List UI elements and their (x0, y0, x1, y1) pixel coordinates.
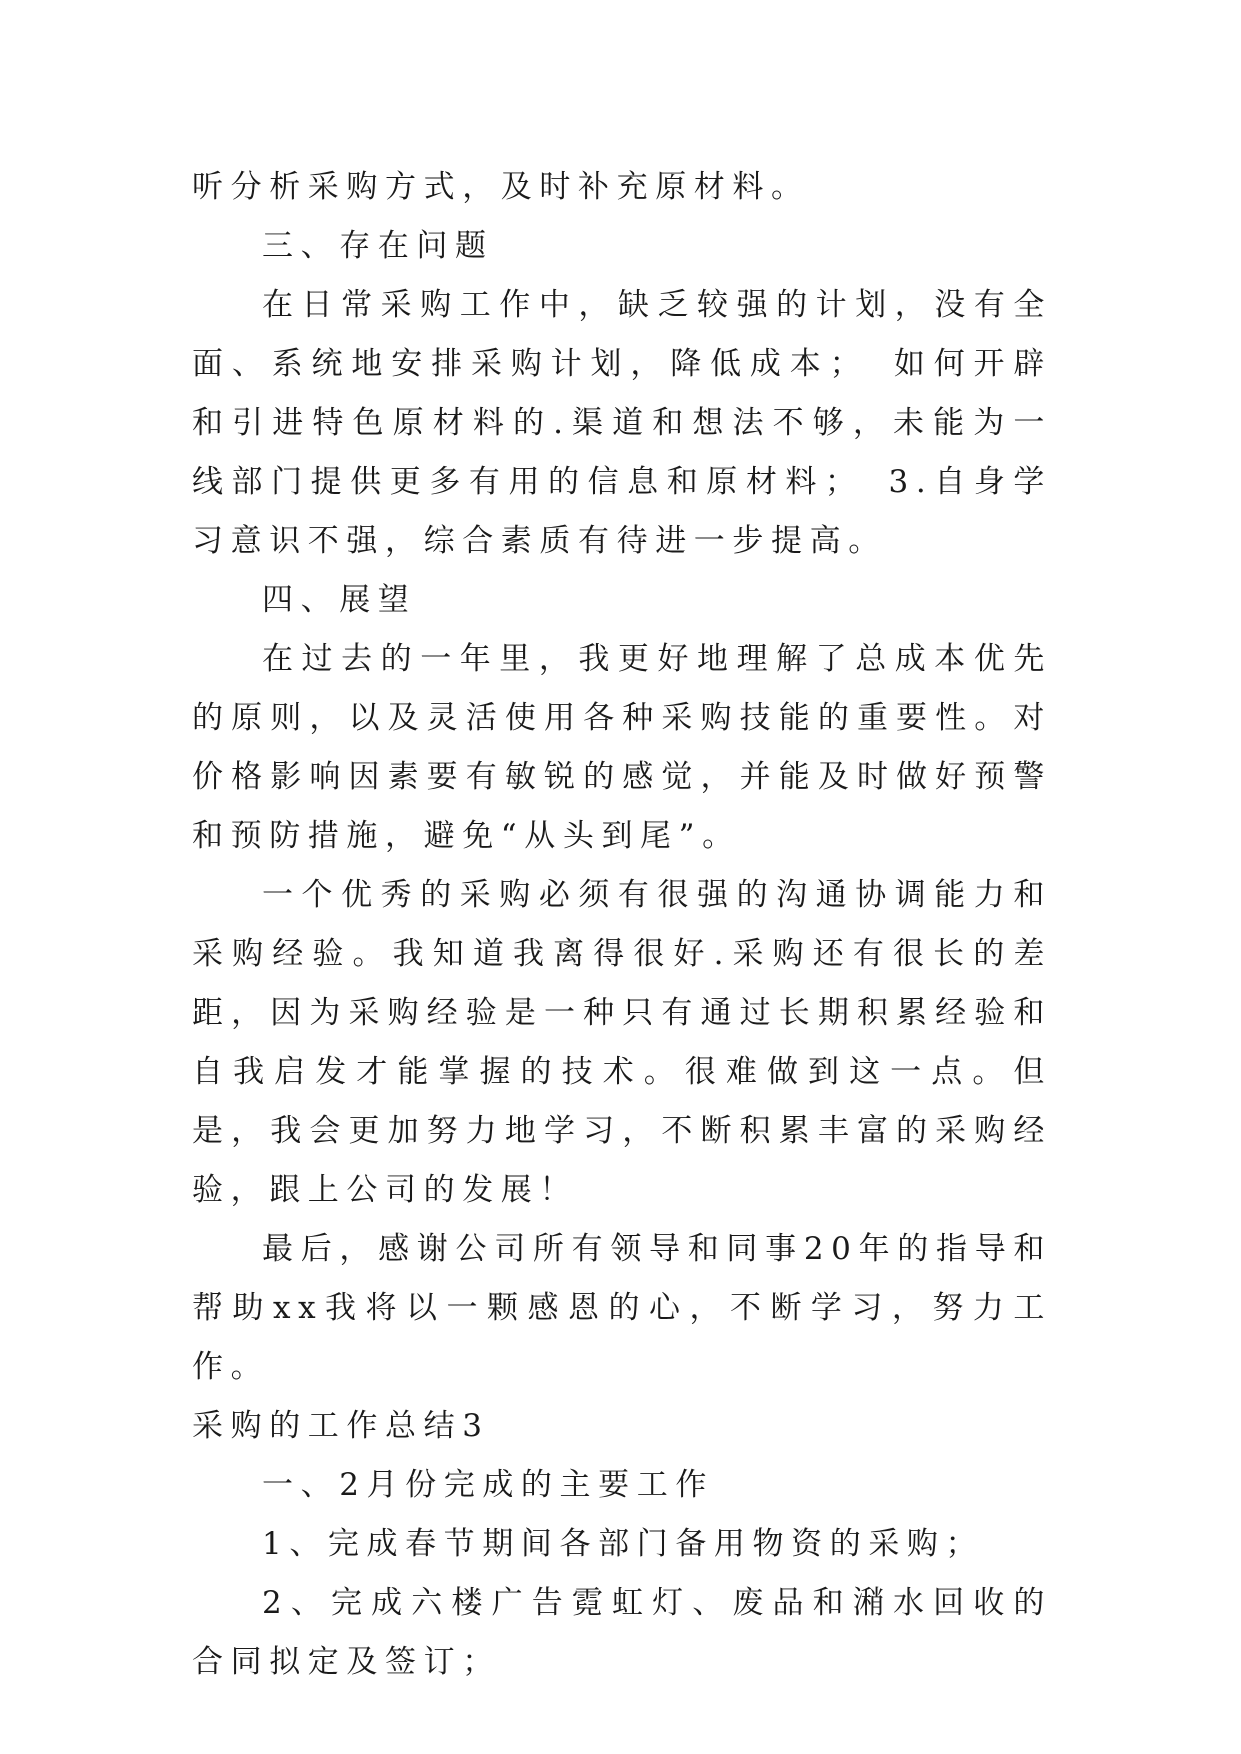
paragraph-outlook-1: 在过去的一年里，我更好地理解了总成本优先的原则，以及灵活使用各种采购技能的重要性。对价格影响因素要有敏锐的感觉，并能及时做好预警和预防措施，避免“从头到尾”。 (192, 641, 1052, 854)
section-heading-outlook: 四、展望 (262, 582, 417, 618)
document-page (192, 158, 1052, 1692)
list-item-2: 2、完成六楼广告霓虹灯、废品和潲水回收的合同拟定及签订； (192, 1585, 1052, 1680)
paragraph-problems: 在日常采购工作中，缺乏较强的计划，没有全面、系统地安排采购计划，降低成本； 如何开辟和引进特色原材料的.渠道和想法不够，未能为一线部门提供更多有用的信息和原材料； 3.自身学习意识不强，综合素质有待进一步提高。 (192, 287, 1052, 559)
document-title-summary-3: 采购的工作总结3 (192, 1408, 490, 1444)
section-heading-february-work: 一、2月份完成的主要工作 (262, 1467, 714, 1503)
paragraph-outlook-2: 一个优秀的采购必须有很强的沟通协调能力和采购经验。我知道我离得很好.采购还有很长的差距，因为采购经验是一种只有通过长期积累经验和自我启发才能掌握的技术。很难做到这一点。但是，我会更加努力地学习，不断积累丰富的采购经验，跟上公司的发展！ (192, 877, 1052, 1208)
list-item-1: 1、完成春节期间各部门备用物资的采购； (262, 1526, 985, 1562)
paragraph-thanks: 最后，感谢公司所有领导和同事20年的指导和帮助xx我将以一颗感恩的心，不断学习，努力工作。 (192, 1231, 1052, 1385)
section-heading-problems: 三、存在问题 (262, 228, 494, 264)
paragraph-continuation: 听分析采购方式，及时补充原材料。 (192, 169, 810, 205)
